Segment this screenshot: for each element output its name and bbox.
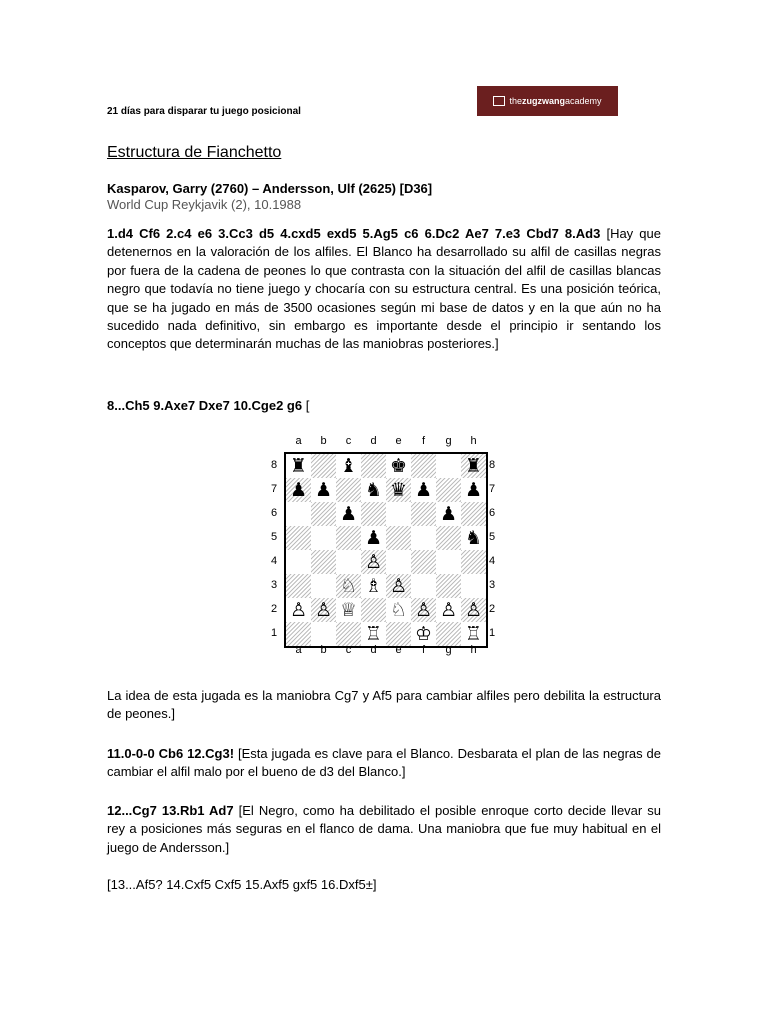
square-b8 — [311, 454, 336, 478]
square-e8 — [386, 454, 411, 478]
logo-brand: zugzwang — [521, 96, 565, 106]
square-a7 — [286, 478, 311, 502]
square-d3 — [361, 574, 386, 598]
square-c3 — [336, 574, 361, 598]
chess-piece-icon: ♝ — [339, 454, 358, 477]
file-label: f — [421, 435, 426, 447]
rank-label: 6 — [270, 507, 278, 519]
chess-piece-icon: ♛ — [389, 478, 408, 501]
game-players: Kasparov, Garry (2760) – Andersson, Ulf (2625) [D36] — [107, 181, 433, 196]
file-label: g — [445, 644, 452, 656]
square-g3 — [436, 574, 461, 598]
chess-piece-icon: ♙ — [289, 598, 308, 621]
chess-board — [284, 452, 488, 648]
file-label: a — [295, 644, 302, 656]
rank-label: 8 — [270, 459, 278, 471]
section-title: Estructura de Fianchetto — [107, 144, 282, 161]
square-d6 — [361, 502, 386, 526]
square-h4 — [461, 550, 486, 574]
logo-suffix: academy — [564, 96, 602, 106]
chess-piece-icon: ♙ — [364, 550, 383, 573]
square-h3 — [461, 574, 486, 598]
square-d4 — [361, 550, 386, 574]
square-c8 — [336, 454, 361, 478]
file-label: c — [345, 644, 352, 656]
paragraph-6 — [107, 876, 661, 894]
file-label: h — [470, 644, 477, 656]
square-e4 — [386, 550, 411, 574]
square-a4 — [286, 550, 311, 574]
square-f6 — [411, 502, 436, 526]
rank-label: 7 — [270, 483, 278, 495]
square-e5 — [386, 526, 411, 550]
paragraph-2 — [107, 397, 661, 415]
file-label: h — [470, 435, 477, 447]
square-c7 — [336, 478, 361, 502]
square-a1 — [286, 622, 311, 646]
move-text: 11.0-0-0 Cb6 12.Cg3! — [107, 746, 235, 761]
book-icon — [493, 96, 505, 106]
square-e1 — [386, 622, 411, 646]
rank-label: 1 — [270, 627, 278, 639]
square-b6 — [311, 502, 336, 526]
paragraph-1 — [107, 225, 661, 354]
rank-label: 5 — [270, 531, 278, 543]
square-b4 — [311, 550, 336, 574]
rank-label: 4 — [270, 555, 278, 567]
move-text: 8...Ch5 9.Axe7 Dxe7 10.Cge2 g6 — [107, 398, 303, 413]
square-g6 — [436, 502, 461, 526]
square-h2 — [461, 598, 486, 622]
annotation-text: [ — [305, 398, 310, 413]
square-a5 — [286, 526, 311, 550]
square-f4 — [411, 550, 436, 574]
chess-piece-icon: ♟ — [439, 502, 458, 525]
file-label: f — [421, 644, 426, 656]
chess-piece-icon: ♔ — [414, 622, 433, 645]
square-f2 — [411, 598, 436, 622]
chess-piece-icon: ♟ — [289, 478, 308, 501]
square-a2 — [286, 598, 311, 622]
paragraph-5 — [107, 802, 661, 857]
header-note: 21 días para disparar tu juego posicional — [107, 106, 301, 117]
square-f5 — [411, 526, 436, 550]
chess-piece-icon: ♟ — [414, 478, 433, 501]
square-d2 — [361, 598, 386, 622]
logo-prefix: the — [509, 96, 522, 106]
logo — [477, 86, 618, 116]
chess-piece-icon: ♙ — [439, 598, 458, 621]
rank-label: 4 — [488, 555, 496, 567]
chess-piece-icon: ♟ — [364, 526, 383, 549]
chess-piece-icon: ♖ — [464, 622, 483, 645]
rank-label: 3 — [488, 579, 496, 591]
chess-piece-icon: ♙ — [314, 598, 333, 621]
move-text: 1.d4 Cf6 2.c4 e6 3.Cc3 d5 4.cxd5 exd5 5.Ag5 c6 6.Dc2 Ae7 7.e3 Cbd7 8.Ad3 — [107, 226, 601, 241]
chess-piece-icon: ♞ — [364, 478, 383, 501]
rank-label: 1 — [488, 627, 496, 639]
square-b7 — [311, 478, 336, 502]
chess-piece-icon: ♟ — [314, 478, 333, 501]
chess-piece-icon: ♗ — [364, 574, 383, 597]
annotation-text: [Esta jugada es clave para el Blanco. Desbarata el plan de las negras de cambiar el alfil malo por el bueno de d3 del Blanco.] — [107, 746, 661, 780]
square-a6 — [286, 502, 311, 526]
square-g7 — [436, 478, 461, 502]
square-e3 — [386, 574, 411, 598]
chess-piece-icon: ♞ — [464, 526, 483, 549]
square-d5 — [361, 526, 386, 550]
square-c6 — [336, 502, 361, 526]
chess-piece-icon: ♟ — [464, 478, 483, 501]
file-label: e — [395, 644, 402, 656]
chess-piece-icon: ♘ — [389, 598, 408, 621]
chess-piece-icon: ♕ — [339, 598, 358, 621]
square-e2 — [386, 598, 411, 622]
square-g2 — [436, 598, 461, 622]
chess-piece-icon: ♚ — [389, 454, 408, 477]
rank-label: 2 — [488, 603, 496, 615]
square-b1 — [311, 622, 336, 646]
chess-piece-icon: ♙ — [464, 598, 483, 621]
rank-label: 3 — [270, 579, 278, 591]
chess-piece-icon: ♙ — [389, 574, 408, 597]
chess-piece-icon: ♜ — [289, 454, 308, 477]
square-c2 — [336, 598, 361, 622]
square-d8 — [361, 454, 386, 478]
square-f7 — [411, 478, 436, 502]
square-c1 — [336, 622, 361, 646]
square-f1 — [411, 622, 436, 646]
square-c5 — [336, 526, 361, 550]
file-label: d — [370, 644, 377, 656]
square-e7 — [386, 478, 411, 502]
chess-piece-icon: ♖ — [364, 622, 383, 645]
square-g1 — [436, 622, 461, 646]
rank-label: 5 — [488, 531, 496, 543]
chess-piece-icon: ♘ — [339, 574, 358, 597]
square-h7 — [461, 478, 486, 502]
square-d7 — [361, 478, 386, 502]
square-e6 — [386, 502, 411, 526]
file-label: b — [320, 435, 327, 447]
annotation-text: La idea de esta jugada es la maniobra Cg7 y Af5 para cambiar alfiles pero debilita la estructura de peones.] — [107, 688, 661, 722]
square-c4 — [336, 550, 361, 574]
game-event: World Cup Reykjavik (2), 10.1988 — [107, 197, 302, 212]
square-f3 — [411, 574, 436, 598]
chess-diagram — [260, 434, 500, 660]
rank-label: 7 — [488, 483, 496, 495]
paragraph-3 — [107, 687, 661, 724]
square-h1 — [461, 622, 486, 646]
square-f8 — [411, 454, 436, 478]
file-label: b — [320, 644, 327, 656]
annotation-text: [El Negro, como ha debilitado el posible enroque corto decide llevar su rey a posiciones más seguras en el flanco de dama. Una maniobra que fue muy habitual en el juego de Andersson.] — [107, 803, 661, 855]
file-label: a — [295, 435, 302, 447]
square-a3 — [286, 574, 311, 598]
square-g4 — [436, 550, 461, 574]
chess-piece-icon: ♟ — [339, 502, 358, 525]
file-label: c — [345, 435, 352, 447]
move-text: 12...Cg7 13.Rb1 Ad7 — [107, 803, 234, 818]
square-d1 — [361, 622, 386, 646]
chess-piece-icon: ♙ — [414, 598, 433, 621]
square-h8 — [461, 454, 486, 478]
square-g8 — [436, 454, 461, 478]
square-b5 — [311, 526, 336, 550]
chess-piece-icon: ♜ — [464, 454, 483, 477]
square-g5 — [436, 526, 461, 550]
file-label: e — [395, 435, 402, 447]
square-a8 — [286, 454, 311, 478]
file-label: d — [370, 435, 377, 447]
rank-label: 2 — [270, 603, 278, 615]
annotation-text: [Hay que detenernos en la valoración de los alfiles. El Blanco ha desarrollado su alfil de casillas negras por fuera de la cadena de peones lo que contrasta con la situación del alfil de casillas blancas negro que todavía no tiene juego y chocaría con su estructura central. Es una posición teórica, que se ha jugado en más de 3500 ocasiones según mi base de datos y en la que aún no ha sucedido nada definitivo, sin embargo es importante desde el principio ir sentando los conceptos que determinarán muchas de las maniobras posteriores.] — [107, 226, 661, 352]
paragraph-4 — [107, 745, 661, 782]
square-b3 — [311, 574, 336, 598]
square-h6 — [461, 502, 486, 526]
square-b2 — [311, 598, 336, 622]
square-h5 — [461, 526, 486, 550]
annotation-text: [13...Af5? 14.Cxf5 Cxf5 15.Axf5 gxf5 16.Dxf5±] — [107, 877, 377, 892]
rank-label: 8 — [488, 459, 496, 471]
file-label: g — [445, 435, 452, 447]
rank-label: 6 — [488, 507, 496, 519]
